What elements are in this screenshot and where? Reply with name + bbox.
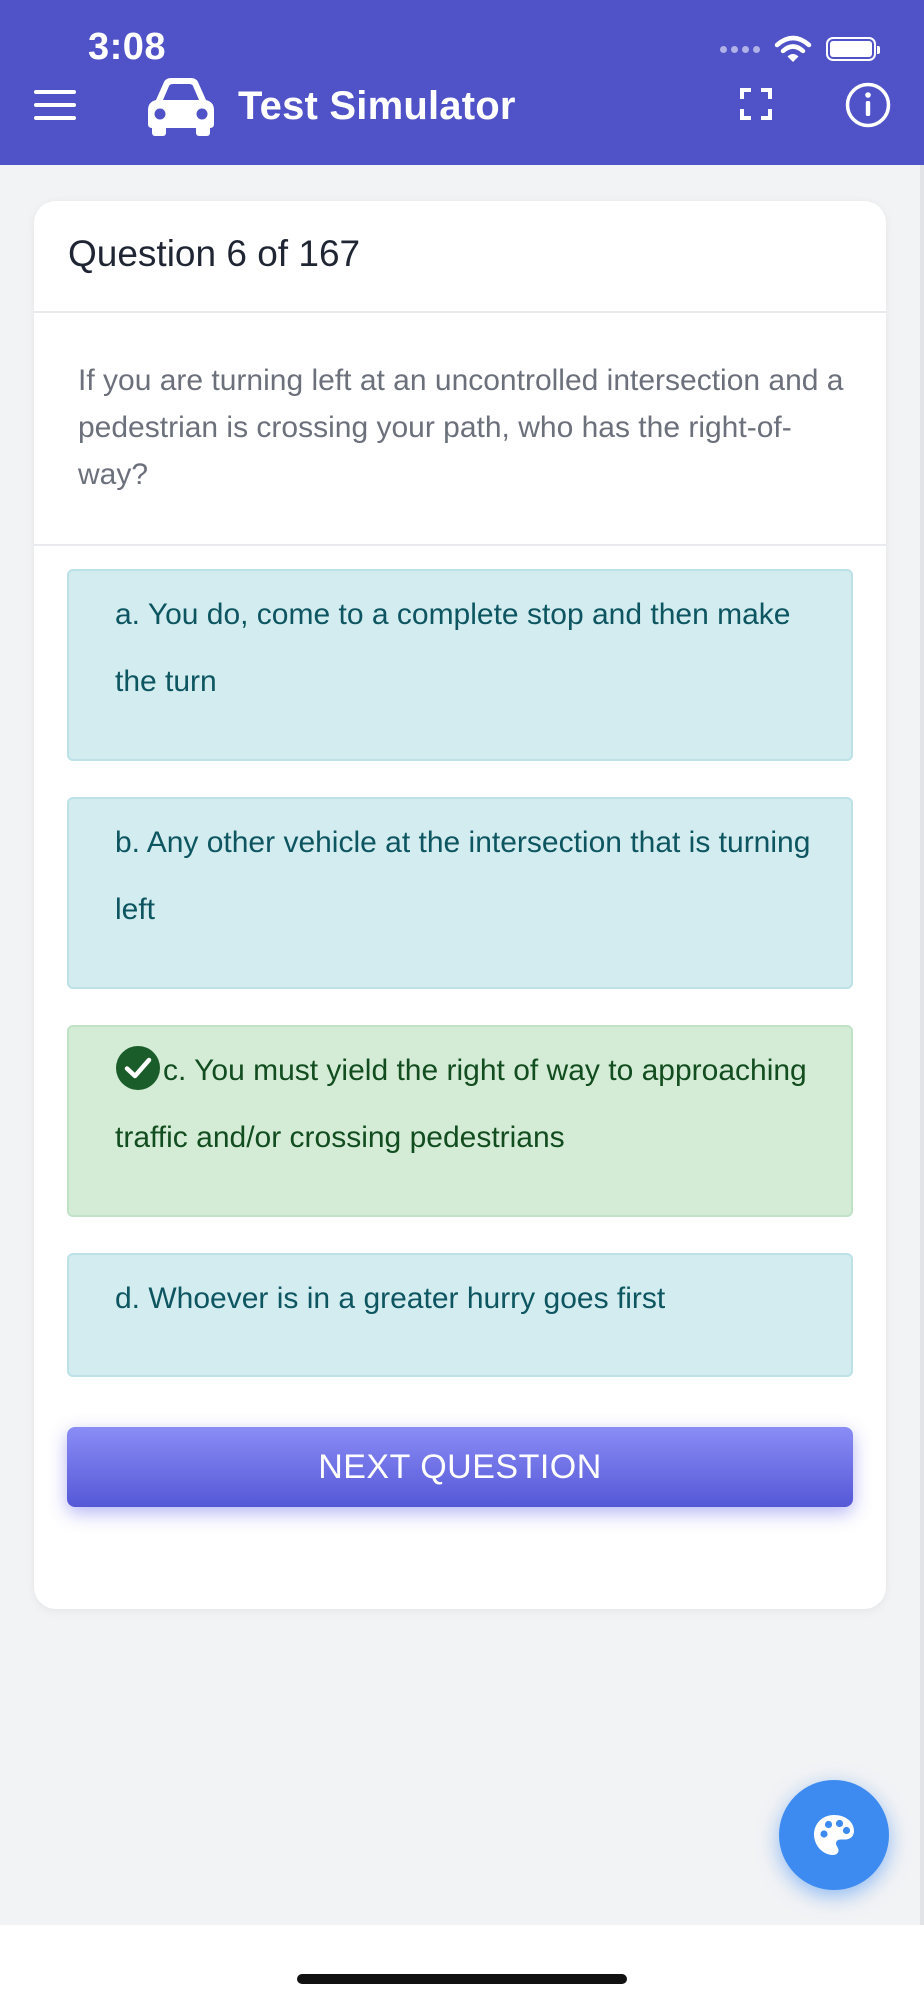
palette-icon	[810, 1811, 858, 1859]
bottom-safe-area	[0, 1925, 924, 2000]
app-header	[0, 0, 924, 165]
cellular-signal-icon	[720, 46, 760, 53]
answer-text: a. You do, come to a complete stop and then make the turn	[115, 598, 791, 698]
answer-option-a[interactable]	[67, 569, 853, 761]
app-title: Test Simulator	[238, 84, 516, 128]
question-card	[34, 201, 886, 1609]
fullscreen-icon[interactable]	[738, 86, 774, 122]
question-text: If you are turning left at an uncontrolled intersection and a pedestrian is crossing your path, who has the right-of-way?	[78, 364, 844, 491]
card-divider	[34, 544, 886, 546]
answer-option-c[interactable]	[67, 1025, 853, 1217]
question-counter: Question 6 of 167	[68, 233, 361, 274]
hamburger-menu-icon[interactable]	[30, 84, 80, 126]
car-icon	[144, 74, 218, 138]
answer-option-b[interactable]	[67, 797, 853, 989]
next-question-button[interactable]: NEXT QUESTION	[67, 1427, 853, 1507]
wifi-icon	[774, 34, 812, 64]
answer-text: b. Any other vehicle at the intersection that is turning left	[115, 826, 811, 926]
info-icon[interactable]	[844, 81, 892, 129]
check-circle-icon	[115, 1045, 161, 1091]
battery-icon	[826, 37, 876, 61]
answer-option-d[interactable]	[67, 1253, 853, 1377]
home-indicator[interactable]	[297, 1974, 627, 1984]
status-icons	[720, 34, 876, 64]
scrollbar[interactable]	[920, 165, 924, 1925]
card-divider	[34, 311, 886, 313]
status-time: 3:08	[88, 26, 167, 68]
theme-palette-button[interactable]	[779, 1780, 889, 1890]
answer-text: d. Whoever is in a greater hurry goes first	[115, 1282, 666, 1315]
answer-text: c. You must yield the right of way to approaching traffic and/or crossing pedestrians	[115, 1054, 807, 1154]
